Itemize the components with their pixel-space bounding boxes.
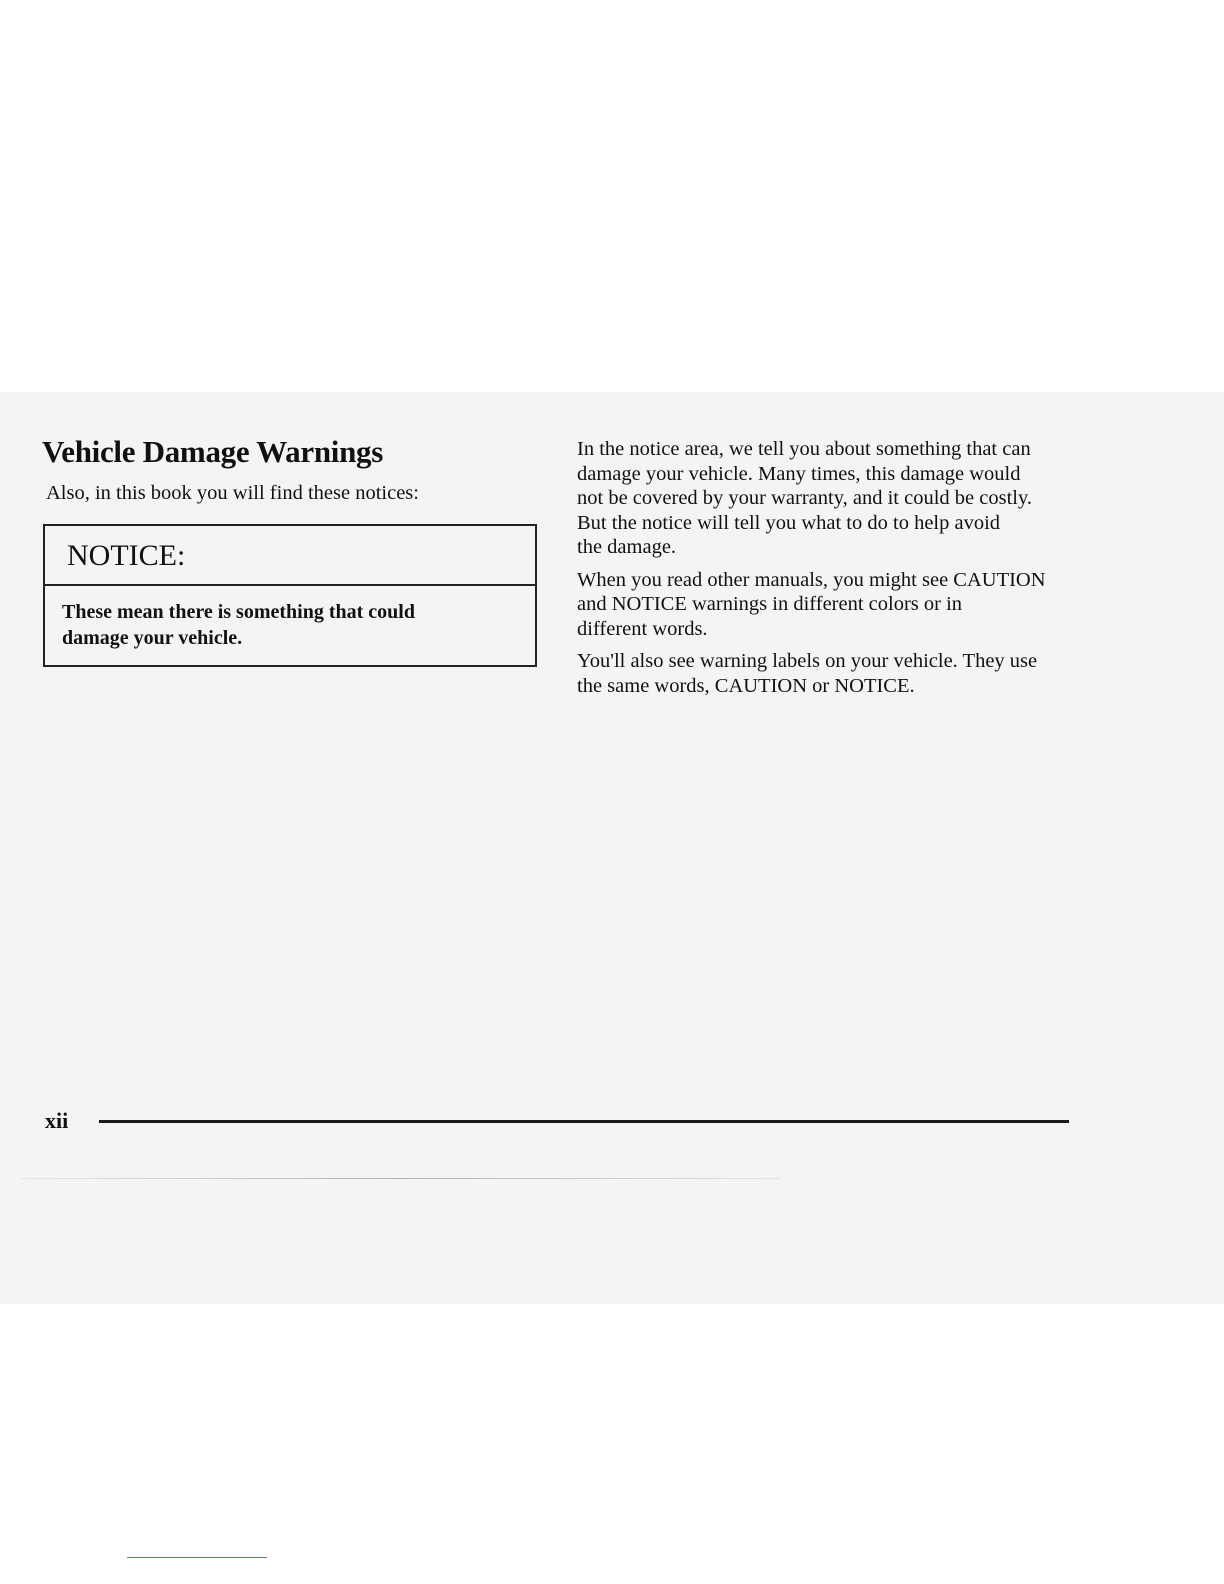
- intro-text: Also, in this book you will find these notices:: [46, 482, 419, 504]
- paragraph-notice-area: [577, 437, 1077, 560]
- notice-body-line: damage your vehicle.: [62, 627, 243, 649]
- text-line: When you read other manuals, you might see CAUTION: [577, 568, 1046, 591]
- text-line: the same words, CAUTION or NOTICE.: [577, 674, 915, 697]
- page-title: Vehicle Damage Warnings: [42, 434, 384, 469]
- footer-rule: [99, 1120, 1069, 1123]
- link-underline: [127, 1557, 267, 1558]
- page-number: xii: [45, 1108, 69, 1133]
- text-line: the damage.: [577, 536, 677, 558]
- notice-body-line: These mean there is something that could: [62, 601, 415, 623]
- text-line: You'll also see warning labels on your vehicle. They use: [577, 650, 1038, 672]
- scan-artifact-line: [20, 1178, 780, 1179]
- text-line: different words.: [577, 617, 708, 640]
- paragraph-other-manuals: [577, 568, 1077, 642]
- notice-body: [45, 586, 535, 651]
- text-line: and NOTICE warnings in different colors or in: [577, 593, 963, 615]
- notice-title: NOTICE:: [45, 526, 535, 586]
- text-line: But the notice will tell you what to do to help avoid: [577, 511, 1001, 534]
- text-line: damage your vehicle. Many times, this damage would: [577, 462, 1021, 485]
- text-line: not be covered by your warranty, and it could be costly.: [577, 487, 1033, 509]
- paragraph-warning-labels: [577, 649, 1077, 698]
- notice-box: [43, 524, 537, 667]
- right-column: [577, 437, 1077, 706]
- text-line: In the notice area, we tell you about something that can: [577, 438, 1031, 460]
